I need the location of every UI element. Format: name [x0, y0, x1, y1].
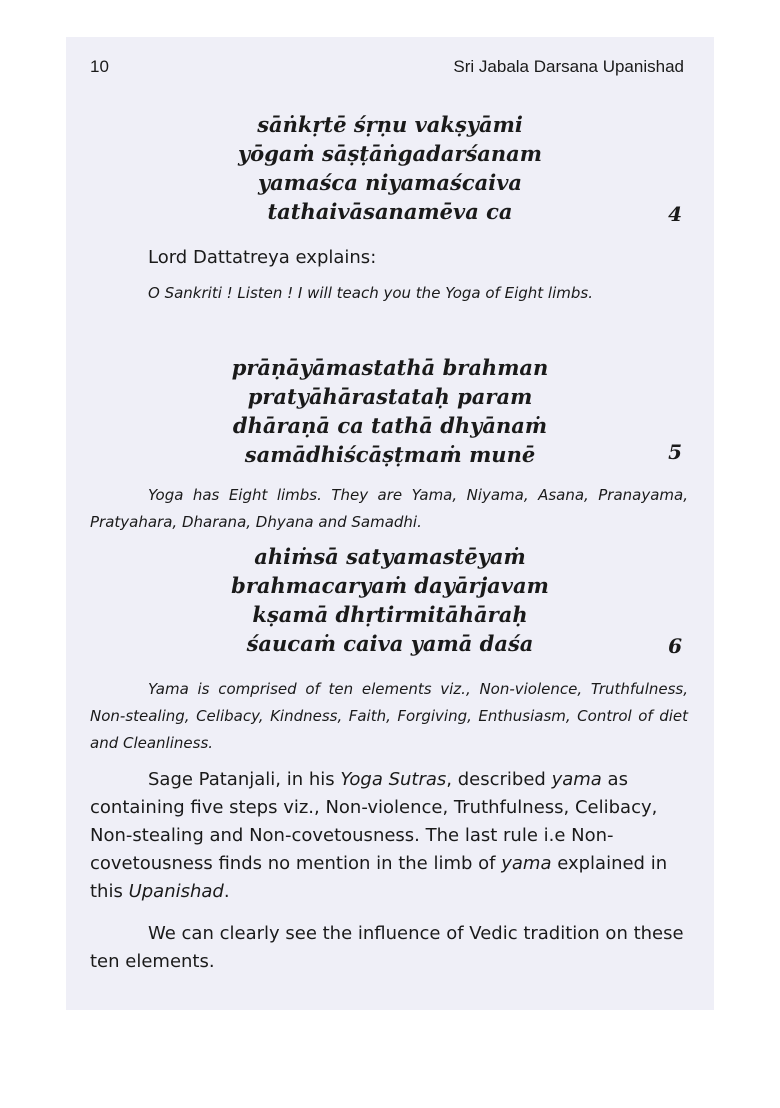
commentary-segment: .	[223, 881, 230, 902]
commentary-segment: , described	[446, 769, 552, 790]
commentary-segment: as containing five steps viz., Non-violence, Truthfulness, Celibacy, Non-stealing and Non-covetousness. The last rule i.e Non-covetousness finds no mention in the limb of	[90, 769, 658, 874]
running-title: Sri Jabala Darsana Upanishad	[453, 57, 684, 76]
commentary-paragraph-1	[90, 766, 690, 906]
term-yama: yama	[501, 853, 552, 874]
translation-6	[90, 676, 688, 757]
verse-line: sāṅkṛtē śṛṇu vakṣyāmi	[257, 112, 523, 137]
intro-text: Lord Dattatreya explains:	[148, 247, 377, 268]
verse-line: dhāraṇā ca tathā dhyānaṁ	[232, 413, 548, 438]
verse-line: pratyāhārastataḥ param	[247, 384, 533, 409]
verse-number: 4	[668, 202, 682, 226]
page-number: 10	[90, 57, 109, 76]
verse-6	[66, 542, 714, 658]
verse-line: tathaivāsanamēva ca	[267, 199, 513, 224]
verse-line: ahiṁsā satyamastēyaṁ	[254, 544, 526, 569]
verse-5	[66, 353, 714, 469]
translation-text: Yama is comprised of ten elements viz., Non-violence, Truthfulness, Non-stealing, Celibacy, Kindness, Faith, Forgiving, Enthusiasm, Control of diet and Cleanliness.	[90, 680, 688, 752]
book-page	[66, 37, 714, 1010]
commentary-segment: explained in this	[90, 853, 668, 902]
term-yama: yama	[551, 769, 602, 790]
commentary-segment: Sage Patanjali, in his	[148, 769, 341, 790]
verse-4	[66, 110, 714, 226]
translation-text: O Sankriti ! Listen ! I will teach you the Yoga of Eight limbs.	[148, 284, 593, 302]
verse-line: brahmacaryaṁ dayārjavam	[231, 573, 549, 598]
translation-text: Yoga has Eight limbs. They are Yama, Niyama, Asana, Pranayama, Pratyahara, Dharana, Dhyana and Samadhi.	[90, 486, 688, 531]
translation-5	[90, 482, 688, 536]
verse-line: yamaśca niyamaścaiva	[257, 170, 523, 195]
verse-line: kṣamā dhṛtirmitāhāraḥ	[252, 602, 528, 627]
verse-number: 5	[668, 440, 682, 464]
verse-line: yōgaṁ sāṣṭāṅgadarśanam	[237, 141, 543, 166]
book-title: Yoga Sutras	[340, 769, 447, 790]
verse-line: samādhiścāṣṭmaṁ munē	[244, 442, 536, 467]
commentary-text: We can clearly see the influence of Vedic tradition on these ten elements.	[90, 923, 684, 972]
term-upanishad: Upanishad	[128, 881, 224, 902]
commentary-text	[90, 766, 690, 906]
verse-number: 6	[668, 634, 682, 658]
translation-4	[90, 280, 688, 307]
commentary-paragraph-2	[90, 920, 690, 976]
verse-line: prāṇāyāmastathā brahman	[231, 355, 549, 380]
intro-paragraph	[90, 244, 690, 272]
verse-line: śaucaṁ caiva yamā daśa	[246, 631, 534, 656]
